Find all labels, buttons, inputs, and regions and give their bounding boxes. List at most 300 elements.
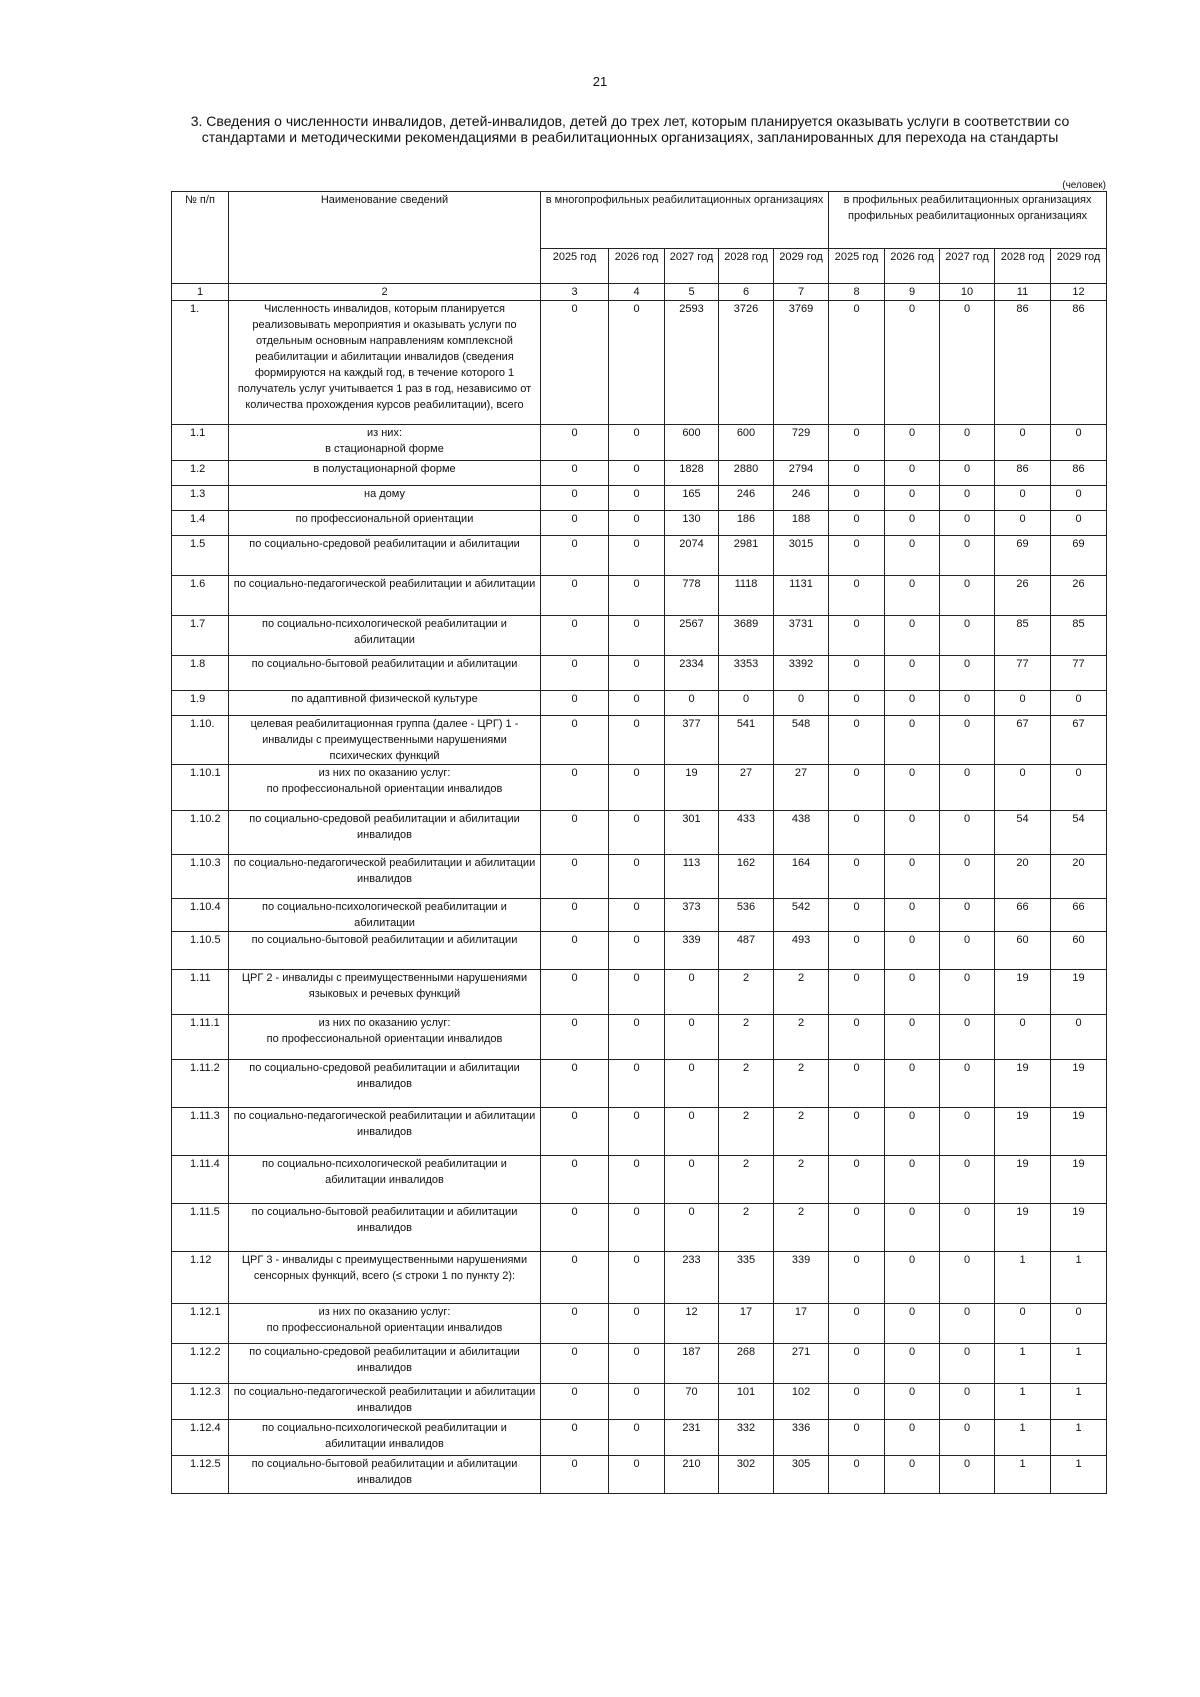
row-value: 0: [829, 855, 885, 899]
row-value: 0: [829, 461, 885, 486]
column-number: 1: [172, 284, 229, 301]
row-value: 0: [940, 932, 995, 970]
header-year: 2026 год: [609, 249, 665, 284]
table-row: [172, 576, 1107, 616]
table-row: [172, 811, 1107, 855]
row-number: 1.11.3: [172, 1108, 229, 1156]
row-value: 210: [665, 1456, 719, 1494]
row-name: из них: в стационарной форме: [229, 425, 541, 461]
row-value: 2: [774, 970, 829, 1015]
table-row: [172, 425, 1107, 461]
row-value: 0: [885, 855, 940, 899]
column-number: 9: [885, 284, 940, 301]
row-number: 1.12.5: [172, 1456, 229, 1494]
row-number: 1.11.1: [172, 1015, 229, 1060]
row-value: 0: [829, 1344, 885, 1384]
unit-note: (человек): [1062, 180, 1106, 191]
row-value: 2: [719, 1108, 774, 1156]
row-value: 0: [885, 899, 940, 932]
row-value: 0: [829, 576, 885, 616]
row-value: 0: [541, 970, 609, 1015]
row-value: 1: [995, 1252, 1051, 1304]
row-value: 2: [774, 1108, 829, 1156]
row-value: 0: [940, 1204, 995, 1252]
row-value: 0: [995, 486, 1051, 511]
table-row: [172, 855, 1107, 899]
row-value: 164: [774, 855, 829, 899]
row-value: 0: [541, 461, 609, 486]
row-value: 0: [829, 425, 885, 461]
row-value: 0: [885, 656, 940, 691]
row-value: 0: [1051, 765, 1107, 811]
row-value: 305: [774, 1456, 829, 1494]
row-name: по социально-бытовой реабилитации и абилитации инвалидов: [229, 1204, 541, 1252]
row-value: 0: [541, 1344, 609, 1384]
header-year: 2028 год: [995, 249, 1051, 284]
row-value: 101: [719, 1384, 774, 1420]
row-value: 268: [719, 1344, 774, 1384]
row-number: 1.12.4: [172, 1420, 229, 1456]
row-value: 0: [940, 1108, 995, 1156]
table-row: [172, 536, 1107, 576]
row-value: 0: [609, 1156, 665, 1204]
row-number: 1.10.3: [172, 855, 229, 899]
row-value: 0: [609, 1304, 665, 1344]
row-number: 1.12.1: [172, 1304, 229, 1344]
row-value: 233: [665, 1252, 719, 1304]
row-value: 0: [995, 425, 1051, 461]
row-value: 0: [885, 1252, 940, 1304]
row-value: 778: [665, 576, 719, 616]
row-value: 377: [665, 716, 719, 765]
row-name: по социально-средовой реабилитации и абилитации инвалидов: [229, 1344, 541, 1384]
row-name: на дому: [229, 486, 541, 511]
row-value: 0: [829, 301, 885, 425]
row-value: 0: [885, 1156, 940, 1204]
table-row: [172, 932, 1107, 970]
header-year: 2029 год: [1051, 249, 1107, 284]
row-value: 19: [665, 765, 719, 811]
row-value: 0: [609, 616, 665, 656]
row-value: 0: [885, 691, 940, 716]
row-value: 1: [1051, 1420, 1107, 1456]
row-name: по адаптивной физической культуре: [229, 691, 541, 716]
row-name: целевая реабилитационная группа (далее - ЦРГ) 1 - инвалиды с преимущественными нарушениями психических функций: [229, 716, 541, 765]
row-value: 2: [774, 1204, 829, 1252]
row-value: 0: [541, 1252, 609, 1304]
row-value: 77: [1051, 656, 1107, 691]
row-value: 0: [541, 716, 609, 765]
row-value: 188: [774, 511, 829, 536]
header-year: 2025 год: [541, 249, 609, 284]
row-value: 548: [774, 716, 829, 765]
row-value: 1118: [719, 576, 774, 616]
row-value: 2567: [665, 616, 719, 656]
row-value: 0: [940, 616, 995, 656]
row-name: по социально-психологической реабилитации и абилитации инвалидов: [229, 1420, 541, 1456]
row-value: 0: [940, 1304, 995, 1344]
row-value: 19: [1051, 1156, 1107, 1204]
row-value: 0: [719, 691, 774, 716]
row-value: 3392: [774, 656, 829, 691]
row-value: 0: [609, 425, 665, 461]
row-value: 2794: [774, 461, 829, 486]
table-row: [172, 1204, 1107, 1252]
row-value: 0: [609, 970, 665, 1015]
row-number: 1.: [172, 301, 229, 425]
row-value: 487: [719, 932, 774, 970]
row-value: 433: [719, 811, 774, 855]
row-value: 60: [995, 932, 1051, 970]
row-value: 0: [829, 1384, 885, 1420]
row-value: 0: [829, 1060, 885, 1108]
row-name: по социально-педагогической реабилитации и абилитации: [229, 576, 541, 616]
row-name: ЦРГ 2 - инвалиды с преимущественными нарушениями языковых и речевых функций: [229, 970, 541, 1015]
row-value: 54: [1051, 811, 1107, 855]
row-name: по социально-бытовой реабилитации и абилитации: [229, 932, 541, 970]
row-value: 0: [665, 1108, 719, 1156]
row-number: 1.12.3: [172, 1384, 229, 1420]
row-value: 0: [940, 1384, 995, 1420]
row-value: 3689: [719, 616, 774, 656]
row-value: 0: [1051, 486, 1107, 511]
row-value: 0: [940, 301, 995, 425]
row-value: 67: [995, 716, 1051, 765]
column-number: 6: [719, 284, 774, 301]
row-name: по социально-педагогической реабилитации и абилитации инвалидов: [229, 1108, 541, 1156]
row-number: 1.11: [172, 970, 229, 1015]
row-value: 26: [995, 576, 1051, 616]
row-value: 0: [609, 765, 665, 811]
row-value: 0: [885, 1420, 940, 1456]
row-value: 0: [885, 511, 940, 536]
row-value: 336: [774, 1420, 829, 1456]
row-value: 19: [995, 1060, 1051, 1108]
row-value: 0: [940, 1015, 995, 1060]
row-number: 1.11.2: [172, 1060, 229, 1108]
column-number: 11: [995, 284, 1051, 301]
row-value: 17: [719, 1304, 774, 1344]
row-number: 1.4: [172, 511, 229, 536]
row-value: 2: [719, 1060, 774, 1108]
row-value: 0: [885, 1108, 940, 1156]
row-name: по социально-средовой реабилитации и абилитации инвалидов: [229, 811, 541, 855]
row-value: 0: [995, 691, 1051, 716]
row-value: 3726: [719, 301, 774, 425]
header-year: 2028 год: [719, 249, 774, 284]
row-value: 0: [774, 691, 829, 716]
row-value: 0: [829, 811, 885, 855]
table-row: [172, 616, 1107, 656]
row-value: 0: [829, 691, 885, 716]
row-value: 0: [829, 1304, 885, 1344]
row-value: 0: [609, 1060, 665, 1108]
row-value: 373: [665, 899, 719, 932]
row-value: 0: [940, 1156, 995, 1204]
row-value: 0: [541, 576, 609, 616]
header-year: 2027 год: [940, 249, 995, 284]
row-value: 187: [665, 1344, 719, 1384]
row-value: 0: [609, 1420, 665, 1456]
table-row: [172, 1304, 1107, 1344]
row-value: 0: [1051, 691, 1107, 716]
row-value: 0: [885, 1060, 940, 1108]
row-value: 3731: [774, 616, 829, 656]
row-value: 0: [609, 486, 665, 511]
row-number: 1.8: [172, 656, 229, 691]
row-value: 0: [541, 1204, 609, 1252]
row-value: 2: [719, 1015, 774, 1060]
row-value: 0: [995, 511, 1051, 536]
row-value: 301: [665, 811, 719, 855]
row-number: 1.10.: [172, 716, 229, 765]
row-value: 246: [719, 486, 774, 511]
row-value: 0: [885, 811, 940, 855]
row-value: 0: [541, 1156, 609, 1204]
row-value: 0: [665, 1156, 719, 1204]
row-value: 0: [829, 1015, 885, 1060]
row-value: 60: [1051, 932, 1107, 970]
row-value: 0: [609, 716, 665, 765]
table-row: [172, 1420, 1107, 1456]
row-value: 2593: [665, 301, 719, 425]
row-value: 0: [885, 1384, 940, 1420]
row-value: 0: [665, 1015, 719, 1060]
row-value: 0: [541, 616, 609, 656]
row-value: 2334: [665, 656, 719, 691]
row-value: 0: [940, 855, 995, 899]
row-value: 0: [829, 932, 885, 970]
row-value: 0: [995, 1304, 1051, 1344]
row-value: 339: [665, 932, 719, 970]
row-number: 1.12.2: [172, 1344, 229, 1384]
row-value: 0: [1051, 1015, 1107, 1060]
row-value: 102: [774, 1384, 829, 1420]
row-value: 86: [1051, 461, 1107, 486]
row-number: 1.11.4: [172, 1156, 229, 1204]
row-value: 86: [995, 461, 1051, 486]
row-value: 0: [609, 1252, 665, 1304]
row-value: 541: [719, 716, 774, 765]
row-value: 1: [995, 1456, 1051, 1494]
column-number: 7: [774, 284, 829, 301]
table-row: [172, 1156, 1107, 1204]
row-value: 0: [609, 656, 665, 691]
row-value: 0: [541, 1015, 609, 1060]
row-value: 3015: [774, 536, 829, 576]
row-value: 0: [940, 716, 995, 765]
header-year: 2027 год: [665, 249, 719, 284]
row-value: 0: [609, 899, 665, 932]
row-value: 0: [609, 301, 665, 425]
row-value: 0: [940, 425, 995, 461]
row-value: 0: [829, 1420, 885, 1456]
row-value: 0: [541, 691, 609, 716]
row-value: 19: [1051, 1204, 1107, 1252]
row-value: 0: [541, 425, 609, 461]
header-year: 2029 год: [774, 249, 829, 284]
row-value: 1: [1051, 1252, 1107, 1304]
row-value: 536: [719, 899, 774, 932]
row-value: 0: [541, 486, 609, 511]
row-value: 0: [609, 1015, 665, 1060]
row-value: 0: [541, 1304, 609, 1344]
row-value: 0: [940, 691, 995, 716]
row-value: 0: [885, 932, 940, 970]
column-number: 2: [229, 284, 541, 301]
row-value: 0: [541, 1108, 609, 1156]
row-value: 246: [774, 486, 829, 511]
table-row: [172, 486, 1107, 511]
header-name: Наименование сведений: [229, 192, 541, 284]
column-number: 12: [1051, 284, 1107, 301]
table-row: [172, 1384, 1107, 1420]
row-value: 162: [719, 855, 774, 899]
row-value: 0: [885, 301, 940, 425]
row-value: 0: [829, 765, 885, 811]
row-value: 0: [541, 536, 609, 576]
row-value: 0: [609, 1384, 665, 1420]
row-value: 19: [995, 1204, 1051, 1252]
row-value: 0: [829, 1456, 885, 1494]
row-value: 0: [995, 1015, 1051, 1060]
row-value: 0: [885, 461, 940, 486]
row-value: 86: [1051, 301, 1107, 425]
row-value: 1131: [774, 576, 829, 616]
row-value: 19: [1051, 1060, 1107, 1108]
row-value: 0: [609, 461, 665, 486]
section-title: 3. Сведения о численности инвалидов, детей-инвалидов, детей до трех лет, которым планируется оказывать услуги в соответствии со стандартами и методическими рекомендациями в реабилитационных организациях, запланированных для перехода на стандарты: [190, 113, 1070, 145]
table-row: [172, 461, 1107, 486]
row-value: 1: [1051, 1384, 1107, 1420]
row-value: 0: [829, 536, 885, 576]
row-value: 0: [885, 970, 940, 1015]
row-value: 1: [995, 1420, 1051, 1456]
header-num: № п/п: [172, 192, 229, 284]
row-value: 113: [665, 855, 719, 899]
row-value: 0: [541, 1456, 609, 1494]
row-value: 0: [609, 576, 665, 616]
row-value: 12: [665, 1304, 719, 1344]
row-value: 69: [1051, 536, 1107, 576]
row-value: 0: [940, 576, 995, 616]
row-value: 0: [829, 511, 885, 536]
row-value: 0: [940, 765, 995, 811]
row-name: ЦРГ 3 - инвалиды с преимущественными нарушениями сенсорных функций, всего (≤ строки 1 по пункту 2):: [229, 1252, 541, 1304]
row-value: 0: [609, 855, 665, 899]
table-row: [172, 1015, 1107, 1060]
row-value: 2074: [665, 536, 719, 576]
row-value: 2: [719, 1156, 774, 1204]
row-value: 0: [885, 1304, 940, 1344]
table-row: [172, 1456, 1107, 1494]
row-value: 0: [609, 1204, 665, 1252]
table-row: [172, 1344, 1107, 1384]
row-value: 0: [940, 461, 995, 486]
row-value: 0: [609, 691, 665, 716]
row-name: Численность инвалидов, которым планируется реализовывать мероприятия и оказывать услуги по отдельным основным направлениям комплексной реабилитации и абилитации инвалидов (сведения формируются на каждый год, в течение которого 1 получатель услуг учитывается 1 раз в год, независимо от количества прохождения курсов реабилитации), всего: [229, 301, 541, 425]
row-value: 729: [774, 425, 829, 461]
table-row: [172, 301, 1107, 425]
row-value: 67: [1051, 716, 1107, 765]
row-value: 0: [885, 1344, 940, 1384]
row-value: 0: [609, 1344, 665, 1384]
row-value: 231: [665, 1420, 719, 1456]
column-number: 5: [665, 284, 719, 301]
row-value: 19: [995, 1156, 1051, 1204]
row-value: 66: [995, 899, 1051, 932]
row-number: 1.10.4: [172, 899, 229, 932]
row-value: 0: [665, 691, 719, 716]
row-name: по социально-психологической реабилитации и абилитации: [229, 899, 541, 932]
row-number: 1.3: [172, 486, 229, 511]
row-number: 1.9: [172, 691, 229, 716]
row-value: 0: [940, 511, 995, 536]
row-value: 2: [719, 1204, 774, 1252]
row-number: 1.5: [172, 536, 229, 576]
row-value: 600: [719, 425, 774, 461]
row-value: 2880: [719, 461, 774, 486]
row-value: 69: [995, 536, 1051, 576]
row-value: 600: [665, 425, 719, 461]
row-value: 302: [719, 1456, 774, 1494]
row-value: 0: [829, 716, 885, 765]
column-number: 10: [940, 284, 995, 301]
row-value: 0: [541, 301, 609, 425]
row-value: 0: [665, 1204, 719, 1252]
row-value: 0: [541, 899, 609, 932]
row-value: 271: [774, 1344, 829, 1384]
table-body: [172, 301, 1107, 1494]
row-value: 0: [885, 425, 940, 461]
data-table: [171, 191, 1107, 1494]
row-value: 54: [995, 811, 1051, 855]
row-value: 0: [829, 656, 885, 691]
row-value: 0: [885, 1204, 940, 1252]
row-value: 20: [1051, 855, 1107, 899]
row-value: 0: [541, 511, 609, 536]
row-value: 66: [1051, 899, 1107, 932]
row-number: 1.2: [172, 461, 229, 486]
row-value: 2: [719, 970, 774, 1015]
row-value: 493: [774, 932, 829, 970]
header-group-multiprofile: в многопрофильных реабилитационных организациях: [541, 192, 829, 249]
row-name: из них по оказанию услуг: по профессиональной ориентации инвалидов: [229, 1304, 541, 1344]
row-value: 77: [995, 656, 1051, 691]
row-value: 0: [885, 536, 940, 576]
row-name: по социально-педагогической реабилитации и абилитации инвалидов: [229, 855, 541, 899]
row-number: 1.1: [172, 425, 229, 461]
row-name: по социально-педагогической реабилитации и абилитации инвалидов: [229, 1384, 541, 1420]
row-value: 0: [829, 1204, 885, 1252]
row-value: 0: [1051, 1304, 1107, 1344]
row-name: из них по оказанию услуг: по профессиональной ориентации инвалидов: [229, 765, 541, 811]
row-value: 19: [995, 1108, 1051, 1156]
table-row: [172, 691, 1107, 716]
row-value: 0: [609, 932, 665, 970]
row-number: 1.10.1: [172, 765, 229, 811]
row-value: 2: [774, 1060, 829, 1108]
row-value: 542: [774, 899, 829, 932]
row-value: 0: [829, 486, 885, 511]
row-value: 0: [541, 855, 609, 899]
row-value: 17: [774, 1304, 829, 1344]
row-name: по профессиональной ориентации: [229, 511, 541, 536]
row-name: по социально-средовой реабилитации и абилитации инвалидов: [229, 1060, 541, 1108]
row-value: 0: [940, 486, 995, 511]
row-value: 0: [541, 1384, 609, 1420]
table-row: [172, 765, 1107, 811]
